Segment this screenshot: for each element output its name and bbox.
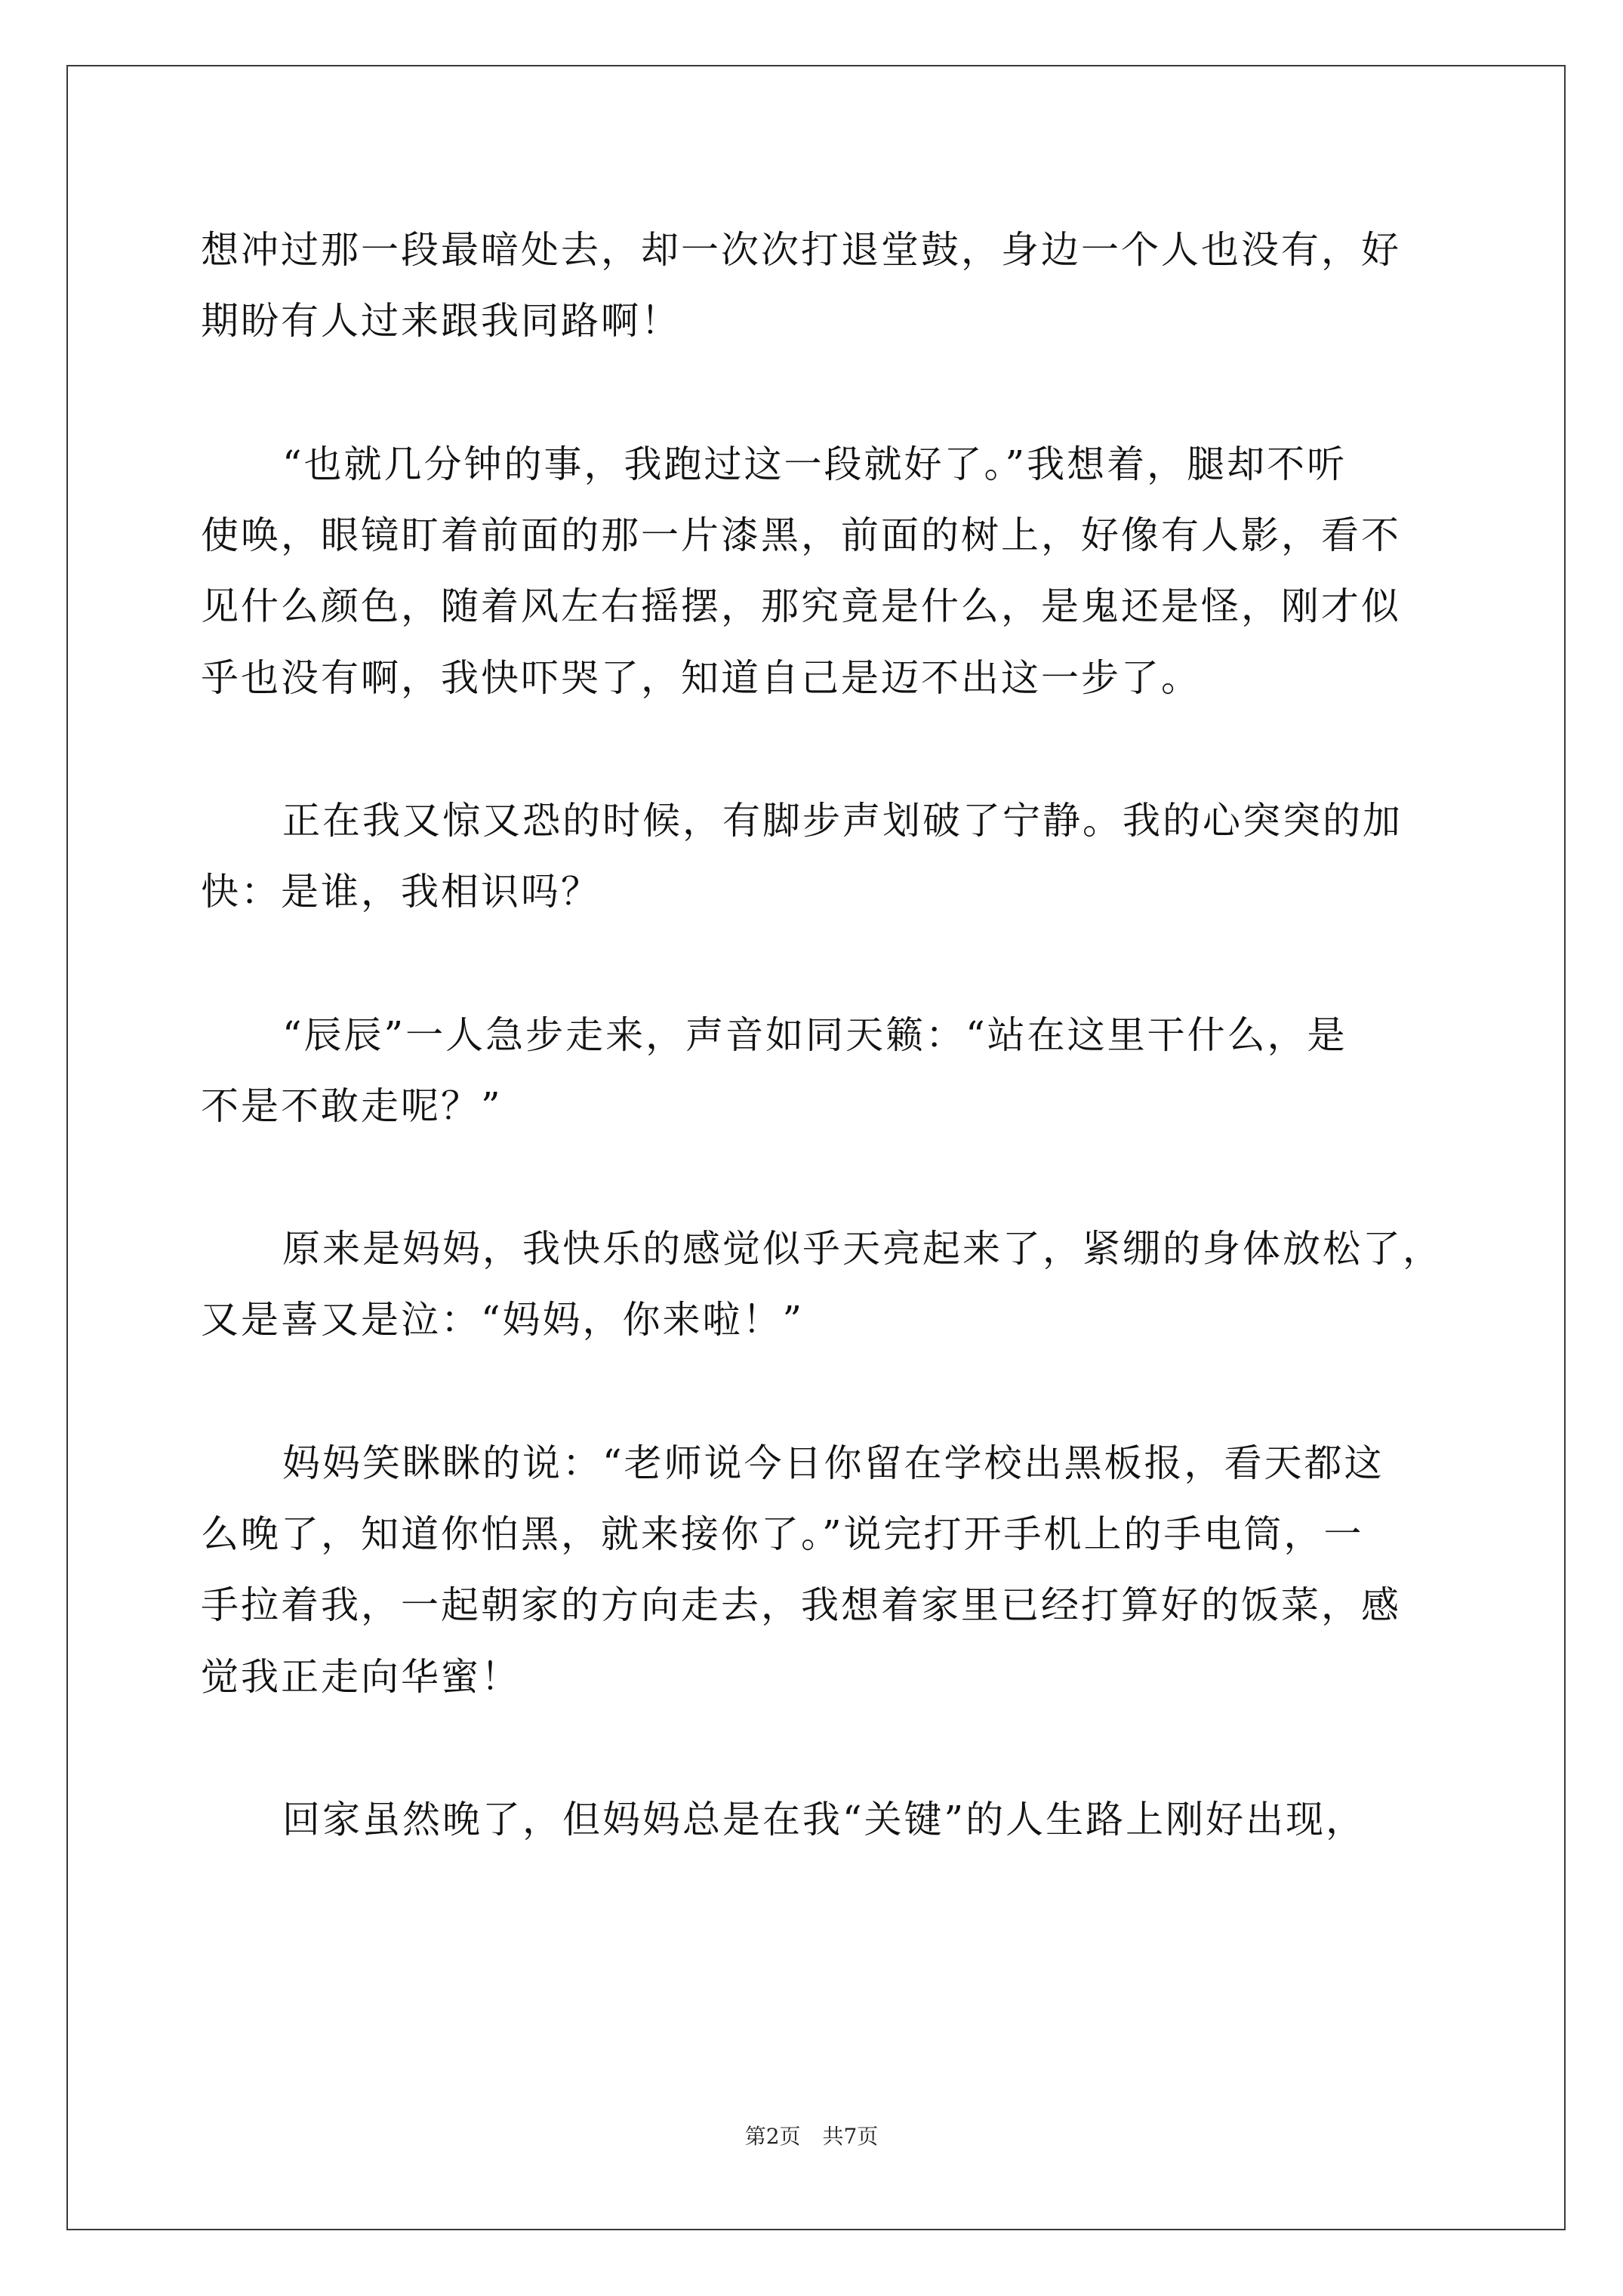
text-line: 原来是妈妈，我快乐的感觉似乎天亮起来了，紧绷的身体放松了， <box>282 1227 1443 1271</box>
text-line: 使唤，眼镜盯着前面的那一片漆黑，前面的树上，好像有人影，看不 <box>201 513 1401 557</box>
text-line: 见什么颜色，随着风左右摇摆，那究竟是什么，是鬼还是怪，刚才似 <box>201 584 1401 628</box>
text-line: 觉我正走向华蜜！ <box>201 1655 521 1699</box>
text-line: 回家虽然晚了，但妈妈总是在我“关键”的人生路上刚好出现， <box>282 1798 1366 1841</box>
text-line: 期盼有人过来跟我同路啊！ <box>201 299 681 343</box>
text-line: 又是喜又是泣：“妈妈，你来啦！” <box>201 1298 805 1342</box>
text-line: “也就几分钟的事，我跑过这一段就好了。”我想着，腿却不听 <box>282 442 1347 486</box>
page-border <box>66 65 1566 2230</box>
text-line: 乎也没有啊，我快吓哭了，知道自己是迈不出这一步了。 <box>201 656 1201 700</box>
text-line: 快：是谁，我相识吗？ <box>201 870 601 914</box>
text-line: 想冲过那一段最暗处去，却一次次打退堂鼓，身边一个人也没有，好 <box>201 228 1401 272</box>
text-line: 不是不敢走呢？” <box>201 1084 503 1128</box>
page-number-current: 第2页 <box>744 2124 801 2149</box>
text-line: 正在我又惊又恐的时候，有脚步声划破了宁静。我的心突突的加 <box>282 799 1403 843</box>
text-line: “辰辰”一人急步走来，声音如同天籁：“站在这里干什么，是 <box>282 1013 1347 1057</box>
text-line: 妈妈笑眯眯的说：“老师说今日你留在学校出黑板报，看天都这 <box>282 1441 1384 1485</box>
text-line: 手拉着我，一起朝家的方向走去，我想着家里已经打算好的饭菜，感 <box>201 1583 1401 1627</box>
text-line: 么晚了，知道你怕黑，就来接你了。”说完打开手机上的手电筒，一 <box>201 1512 1364 1556</box>
page-footer <box>0 2120 1623 2150</box>
page-number-total: 共7页 <box>822 2124 879 2149</box>
